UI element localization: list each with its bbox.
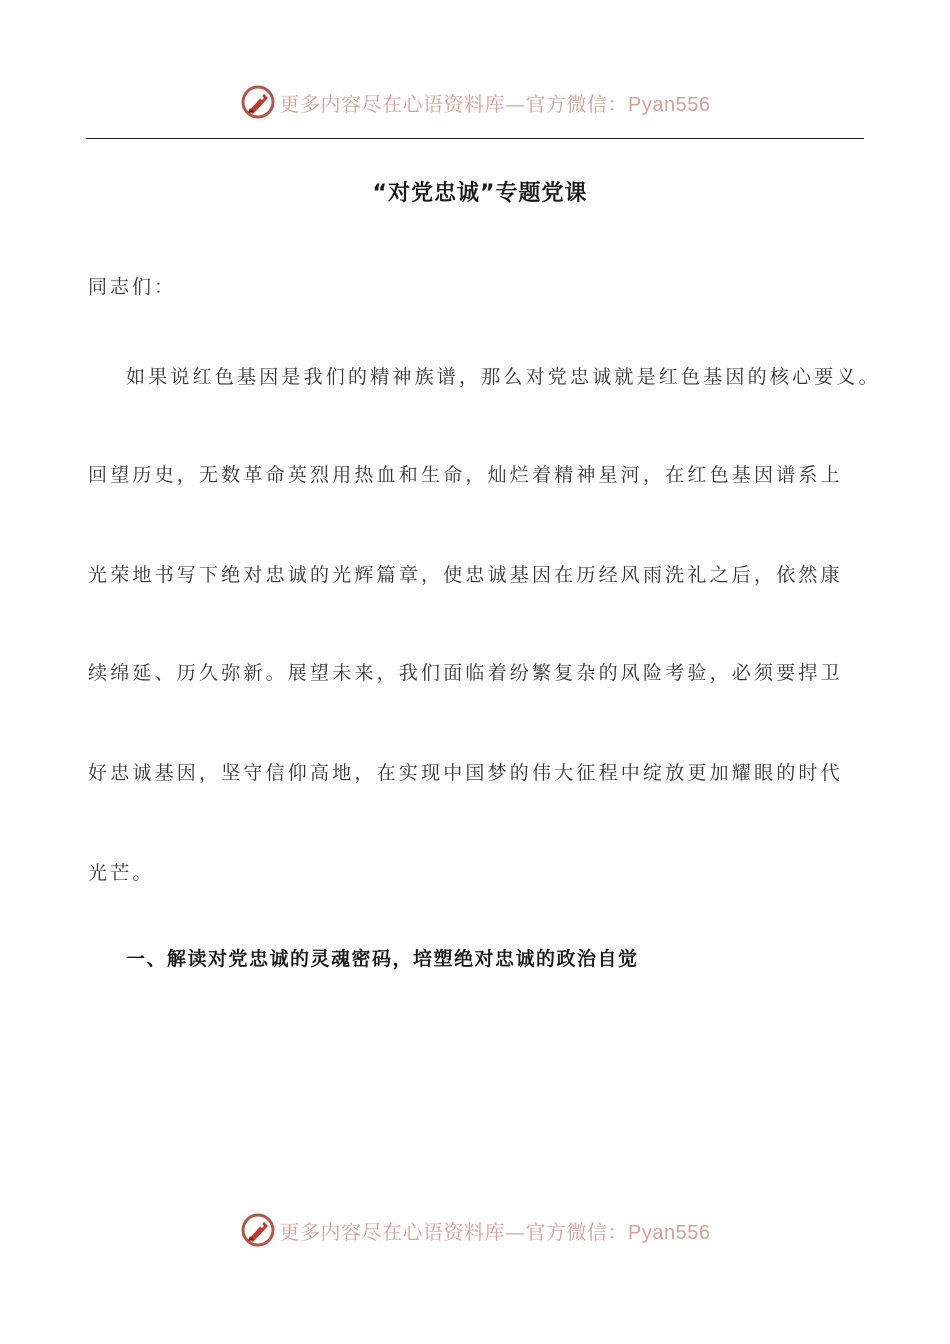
header-banner bbox=[0, 82, 950, 122]
paragraph-line: 续绵延、历久弥新。展望未来，我们面临着纷繁复杂的风险考验，必须要捍卫 bbox=[88, 662, 843, 684]
banner-text: 更多内容尽在心语资料库—官方微信：Pyan556 bbox=[279, 1219, 711, 1244]
paragraph-line: 光芒。 bbox=[88, 862, 155, 884]
greeting: 同志们： bbox=[88, 276, 177, 298]
paragraph-line: 好忠诚基因，坚守信仰高地，在实现中国梦的伟大征程中绽放更加耀眼的时代 bbox=[88, 762, 843, 784]
paragraph-line: 光荣地书写下绝对忠诚的光辉篇章，使忠诚基因在历经风雨洗礼之后，依然康 bbox=[88, 564, 843, 586]
pen-logo-icon bbox=[240, 1212, 276, 1248]
paragraph-line: 如果说红色基因是我们的精神族谱，那么对党忠诚就是红色基因的核心要义。 bbox=[126, 366, 881, 388]
wechat-id: Pyan556 bbox=[628, 93, 711, 116]
section-heading: 一、解读对党忠诚的灵魂密码，培塑绝对忠诚的政治自觉 bbox=[126, 948, 639, 970]
document-title: “对党忠诚”专题党课 bbox=[372, 181, 588, 206]
banner-text: 更多内容尽在心语资料库—官方微信：Pyan556 bbox=[279, 91, 711, 116]
header-divider bbox=[86, 138, 864, 139]
pen-logo-icon bbox=[240, 84, 276, 120]
footer-banner bbox=[0, 1210, 950, 1250]
paragraph-line: 回望历史，无数革命英烈用热血和生命，灿烂着精神星河，在红色基因谱系上 bbox=[88, 464, 843, 486]
wechat-id: Pyan556 bbox=[628, 1221, 711, 1244]
